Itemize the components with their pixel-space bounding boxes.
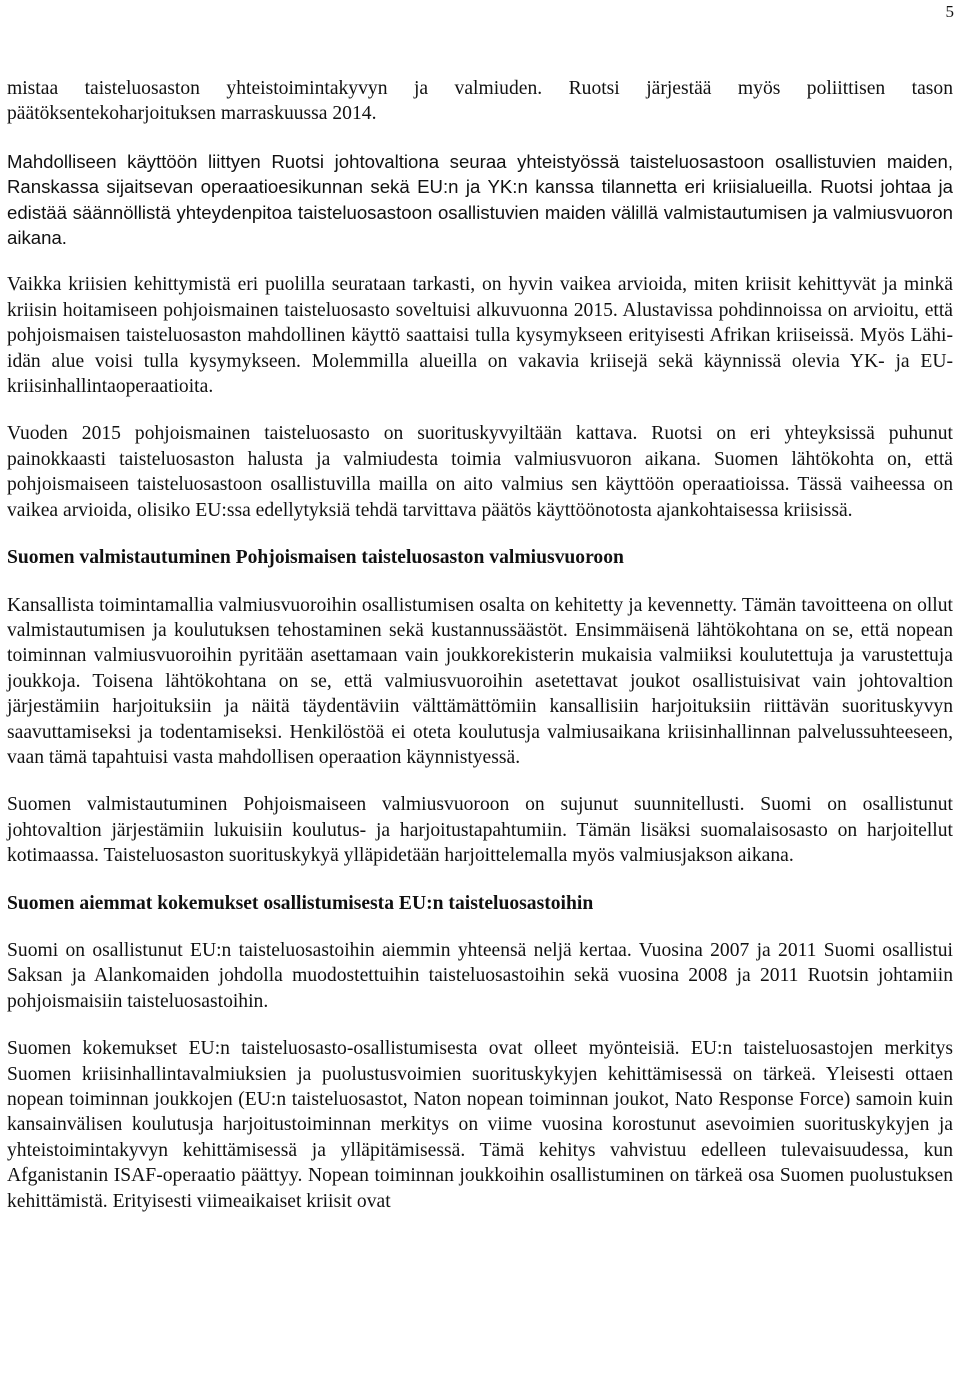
paragraph-2: Mahdolliseen käyttöön liittyen Ruotsi johtovaltiona seuraa yhteistyössä taisteluosastoon osallistuvien maiden, Ranskassa sijaitsevan operaatioesikunnan sekä EU:n ja YK:n kanssa tilannetta eri kriisialueilla. Ruotsi johtaa ja edistää säännöllistä yhteydenpitoa taisteluosastoon osallistuvien maiden välillä valmistautumisen ja valmiusvuoron aikana. [7, 150, 953, 249]
page-number: 5 [945, 2, 954, 21]
section-heading-experiences: Suomen aiemmat kokemukset osallistumisesta EU:n taisteluosastoihin [7, 892, 594, 914]
paragraph-6: Suomen valmistautuminen Pohjoismaiseen valmiusvuoroon on sujunut suunnitellusti. Suomi on osallistunut johtovaltion järjestämiin lukuisiin koulutus- ja harjoitustapahtumiin. Tämän lisäksi suomalaisosasto on harjoitellut kotimaassa. Taisteluosaston suorituskykyä ylläpidetään harjoittelemalla myös valmiusjakson aikana. [7, 794, 953, 867]
paragraph-7: Suomi on osallistunut EU:n taisteluosastoihin aiemmin yhteensä neljä kertaa. Vuosina 2007 ja 2011 Suomi osallistui Saksan ja Alankomaiden johdolla muodostettuihin taisteluosastoihin sekä vuosina 2008 ja 2011 Ruotsin johtamiin pohjoismaisiin taisteluosastoihin. [7, 939, 953, 1012]
section-heading-preparation: Suomen valmistautuminen Pohjoismaisen taisteluosaston valmiusvuoroon [7, 547, 624, 569]
paragraph-3: Vaikka kriisien kehittymistä eri puolilla seurataan tarkasti, on hyvin vaikea arvioida, miten kriisit kehittyvät ja minkä kriisin hoitamiseen pohjoismainen taisteluosasto soveltuisi alkuvuonna 2015. Alustavissa pohdinnoissa on arvioitu, että pohjoismaisen taisteluosaston mahdollinen käyttö saattaisi tulla kysymykseen erityisesti Afrikan kriiseissä. Myös Lähi-idän alue voisi tulla kysymykseen. Molemmilla alueilla on vakavia kriisejä sekä käynnissä olevia YK- ja EU-kriisinhallintaoperaatioita. [7, 274, 953, 398]
document-body [7, 76, 953, 1214]
paragraph-8: Suomen kokemukset EU:n taisteluosasto-osallistumisesta ovat olleet myönteisiä. EU:n taisteluosastojen merkitys Suomen kriisinhallintavalmiuksien ja puolustusvoimien suorituskykyjen kehittämisessä on tärkeä. Yleisesti ottaen nopean toiminnan joukkojen (EU:n taisteluosastot, Naton nopean toiminnan joukot, Nato Response Force) samoin kuin kansainvälisen koulutusja harjoitustoiminnan merkitys on viime vuosina korostunut asevoimien suorituskykyjen ja yhteistoimintakyvyn kehittämisessä ja ylläpitämisessä. Tämä kehitys vahvistuu edelleen tulevaisuudessa, kun Afganistanin ISAF-operaatio päättyy. Nopean toiminnan joukkoihin osallistuminen on tärkeä osa Suomen puolustuksen kehittämistä. Erityisesti viimeaikaiset kriisit ovat [7, 1038, 953, 1212]
paragraph-4: Vuoden 2015 pohjoismainen taisteluosasto on suorituskyvyiltään kattava. Ruotsi on eri yhteyksissä puhunut painokkaasti taisteluosaston halusta ja valmiudesta toimia valmiusvuoron aikana. Suomen lähtökohta on, että pohjoismaiseen taisteluosastoon osallistuvilla mailla on aito valmius sen käyttöön operaatioissa. Tässä vaiheessa on vaikea arvioida, olisiko EU:ssa edellytyksiä tehdä tarvittava päätös käyttöönotosta ajankohtaisessa kriisissä. [7, 423, 953, 521]
paragraph-1: mistaa taisteluosaston yhteistoimintakyvyn ja valmiuden. Ruotsi järjestää myös poliittisen tason päätöksentekoharjoituksen marraskuussa 2014. [7, 78, 953, 125]
paragraph-5: Kansallista toimintamallia valmiusvuoroihin osallistumisen osalta on kehitetty ja kevennetty. Tämän tavoitteena on ollut valmistautumisen ja koulutuksen tehostaminen sekä kustannussäästöt. Ensimmäisenä lähtökohtana on se, että nopean toiminnan valmiusvuoroihin pyritään asettamaan vain joukkorekisterin mukaisia valmiiksi koulutettuja ja varustettuja joukkoja. Toisena lähtökohtana on se, että valmiusvuoroihin asetettavat joukot osallistuisivat vain johtovaltion järjestämiin harjoituksiin ja näitä täydentäviin välttämättömiin kansallisiin harjoituksiin riittävän suorituskyvyn saavuttamiseksi ja todentamiseksi. Henkilöstöä ei oteta koulutusja valmiusaikana kriisinhallinnan palvelussuhteeseen, vaan tämä tapahtuisi vasta mahdollisen operaation käynnistyessä. [7, 594, 953, 768]
